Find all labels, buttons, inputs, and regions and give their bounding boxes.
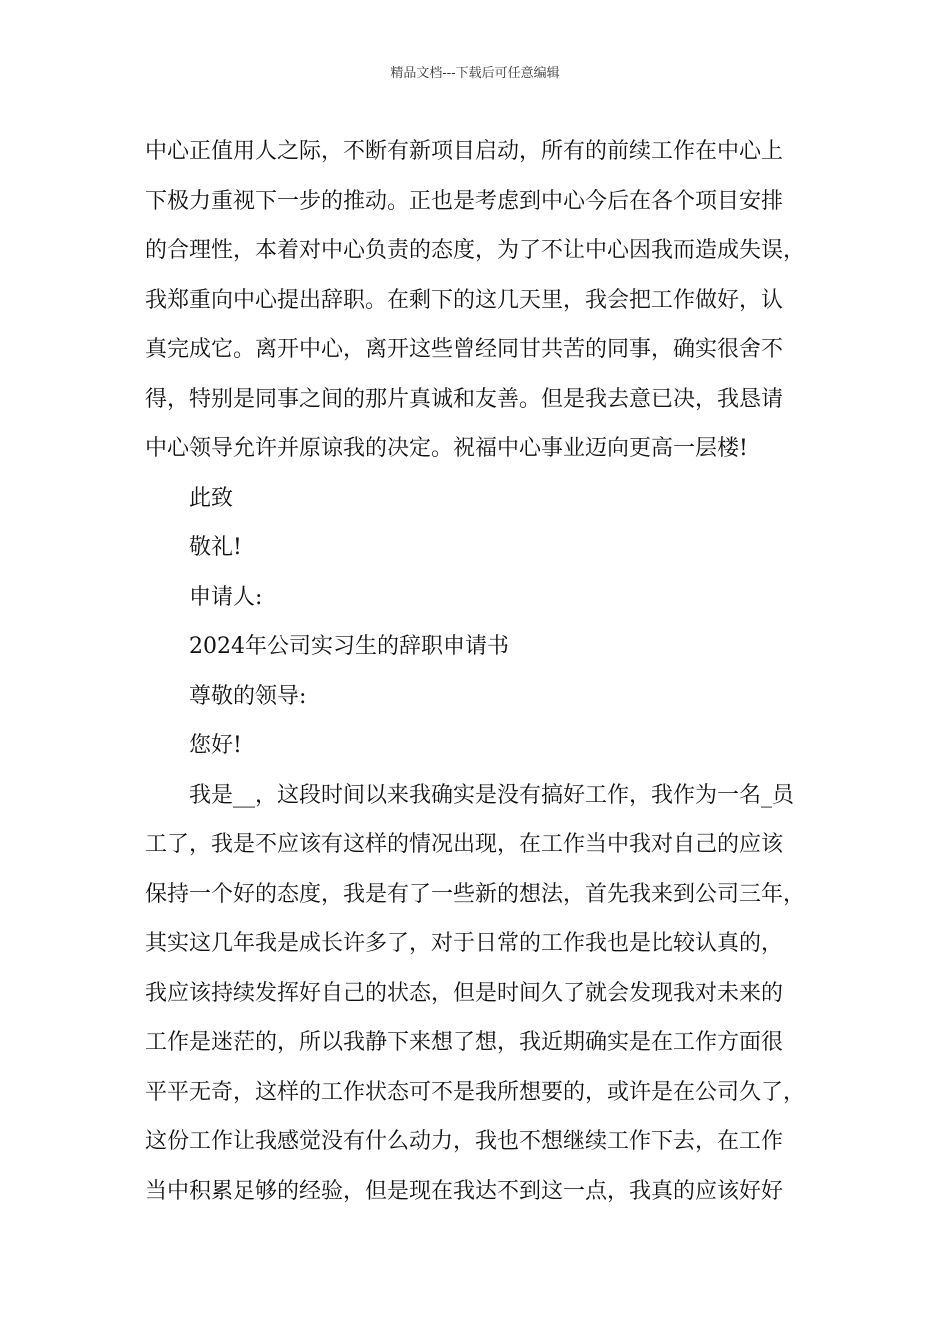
- paragraph-line: 得，特别是同事之间的那片真诚和友善。但是我去意已决，我恳请: [145, 386, 784, 412]
- document-body: [145, 127, 835, 1216]
- paragraph-line: 当中积累足够的经验，但是现在我达不到这一点，我真的应该好好: [145, 1178, 784, 1204]
- paragraph-line: 其实这几年我是成长许多了，对于日常的工作我也是比较认真的，: [145, 931, 784, 956]
- paragraph-line: 我应该持续发挥好自己的状态，但是时间久了就会发现我对未来的: [145, 980, 784, 1006]
- applicant-line: 申请人:: [189, 584, 263, 610]
- paragraph-line: 下极力重视下一步的推动。正也是考虑到中心今后在各个项目安排: [145, 188, 784, 214]
- salute-line: 敬礼!: [189, 535, 242, 560]
- paragraph-line: 中心领导允许并原谅我的决定。祝福中心事业迈向更高一层楼!: [145, 436, 748, 461]
- paragraph-line: 工作是迷茫的，所以我静下来想了想，我近期确实是在工作方面很: [145, 1030, 784, 1055]
- paragraph-line: 工了，我是不应该有这样的情况出现，在工作当中我对自己的应该: [145, 832, 784, 857]
- paragraph-line: 中心正值用人之际，不断有新项目启动，所有的前续工作在中心上: [145, 139, 784, 164]
- paragraph-line: 我是__，这段时间以来我确实是没有搞好工作，我作为一名_员: [189, 782, 795, 808]
- paragraph-line: 保持一个好的态度，我是有了一些新的想法，首先我来到公司三年，: [145, 881, 806, 907]
- closing-line: 此致: [189, 485, 234, 511]
- paragraph-line: 的合理性，本着对中心负责的态度，为了不让中心因我而造成失误，: [145, 238, 806, 263]
- paragraph-line: 这份工作让我感觉没有什么动力，我也不想继续工作下去，在工作: [145, 1129, 784, 1154]
- paragraph-line: 真完成它。离开中心，离开这些曾经同甘共苦的同事，确实很舍不: [145, 337, 784, 362]
- letter-title: 2024年公司实习生的辞职申请书: [189, 634, 509, 659]
- greeting-line: 尊敬的领导:: [189, 683, 307, 709]
- paragraph-line: 我郑重向中心提出辞职。在剩下的这几天里，我会把工作做好，认: [145, 287, 784, 313]
- paragraph-line: 平平无奇，这样的工作状态可不是我所想要的，或许是在公司久了，: [145, 1079, 806, 1105]
- greeting-line: 您好!: [189, 733, 242, 758]
- page-header: 精品文档---下载后可任意编辑: [390, 66, 560, 81]
